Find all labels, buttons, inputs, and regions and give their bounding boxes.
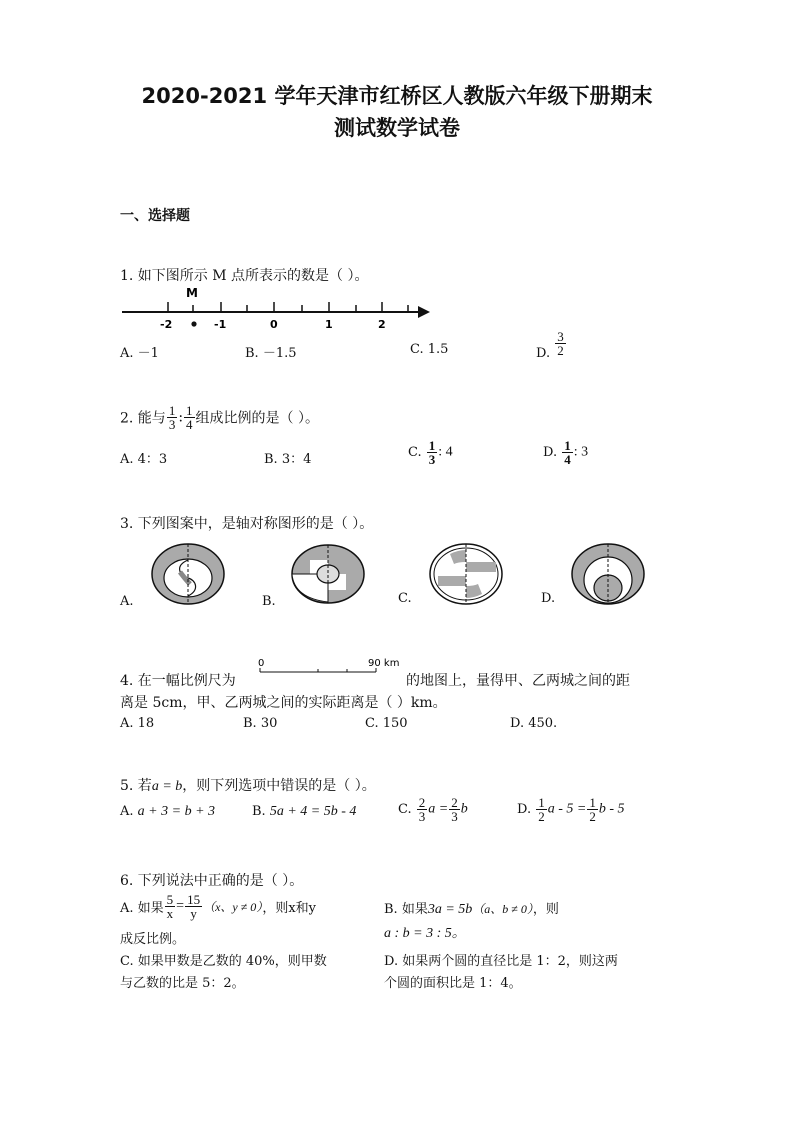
q4-option-c: C. 150 [365,716,408,731]
q2-option-a: A. 4：3 [120,452,168,467]
question-6-stem: 6. 下列说法中正确的是（ ）。 [120,873,304,889]
tick-label: -2 [160,318,173,331]
q1-option-a: A. －1 [120,346,159,361]
q6-option-c-line2: 与乙数的比是 5：2。 [120,976,245,991]
q6-option-c: C. 如果甲数是乙数的 40%，则甲数 [120,954,327,969]
pattern-a-image [150,540,230,610]
tick-label: 2 [378,318,386,331]
section-heading: 一、选择题 [120,208,190,224]
q3-option-a: A. [120,594,134,609]
ratio-fraction: $\frac{1}{3}$ [168,403,176,432]
question-5-stem: 5. 若a = b，则下列选项中错误的是（ ）。 [120,778,376,794]
number-line-ticks [168,302,408,312]
question-3-stem: 3. 下列图案中，是轴对称图形的是（ ）。 [120,516,374,532]
q2-option-d: D. $\frac{1}{4}$ : 3 [543,438,589,467]
q6-option-d: D. 如果两个圆的直径比是 1：2，则这两 [384,954,618,969]
scale-start-label: 0 [258,658,265,669]
q1-option-b: B. －1.5 [245,346,297,361]
question-1-stem: 1. 如下图所示 M 点所表示的数是（ ）。 [120,268,369,284]
page-title-line1: 2020-2021 学年天津市红桥区人教版六年级下册期末 [141,84,653,108]
tick-label: -1 [214,318,227,331]
q5-option-c: C. $\frac{2}{3}$ a = $\frac{2}{3}$ b [398,795,468,824]
ratio-fraction: $\frac{1}{4}$ [186,403,193,432]
q6-option-a-line2: 成反比例。 [120,932,186,947]
pattern-d-image [570,540,650,608]
fraction-numerator: 3 [557,329,564,344]
q1-option-d: D. $\frac{3}{2}$ [536,329,564,361]
q4-option-a: A. 18 [120,716,155,731]
tick-label: 1 [325,318,333,331]
q6-option-b: B. 如果3a = 5b（a、b ≠ 0），则 [384,902,559,917]
point-m-dot [191,321,196,326]
tick-label: 0 [270,318,278,331]
pattern-c-image [428,540,508,608]
q4-option-b: B. 30 [243,716,278,731]
q5-option-b: B. 5a + 4 = 5b - 4 [252,804,357,819]
number-line-figure [118,285,438,333]
scale-end-label: 90 km [368,658,400,669]
q5-option-d: D. $\frac{1}{2}$ a - 5 = $\frac{1}{2}$ b - 5 [517,795,625,824]
point-m-label: M [186,286,198,300]
question-4-stem-start: 4. 在一幅比例尺为 [120,673,236,689]
page-title-line2: 测试数学试卷 [334,116,460,140]
q4-option-d: D. 450. [510,716,558,731]
pattern-b-image [290,542,370,608]
q3-option-c: C. [398,591,412,606]
scale-bar-figure [252,655,412,685]
q3-option-b: B. [262,594,276,609]
number-line-arrow [418,306,430,318]
q6-option-d-line2: 个圆的面积比是 1：4。 [384,976,522,991]
question-2-stem: 2. 能与 $\frac{1}{3}$ : $\frac{1}{4}$ 组成比例的是（ ）。 [120,403,319,432]
q1-option-c: C. 1.5 [410,342,449,357]
q2-option-c: C. $\frac{1}{3}$ : 4 [408,438,453,467]
q6-option-b-line2: a : b = 3 : 5。 [384,926,466,941]
q5-option-a: A. a + 3 = b + 3 [120,804,216,819]
fraction-denominator: 2 [557,343,564,358]
q3-option-d: D. [541,591,556,606]
q6-option-a: A. 如果 $\frac{5}{x}$ = $\frac{15}{y}$ （x、y ≠ 0），则x和y [120,892,316,921]
q2-option-b: B. 3：4 [264,452,312,467]
question-4-stem-end: 的地图上，量得甲、乙两城之间的距 [406,673,630,689]
question-4-stem-line2: 离是 5cm，甲、乙两城之间的实际距离是（ ）km。 [120,695,447,711]
